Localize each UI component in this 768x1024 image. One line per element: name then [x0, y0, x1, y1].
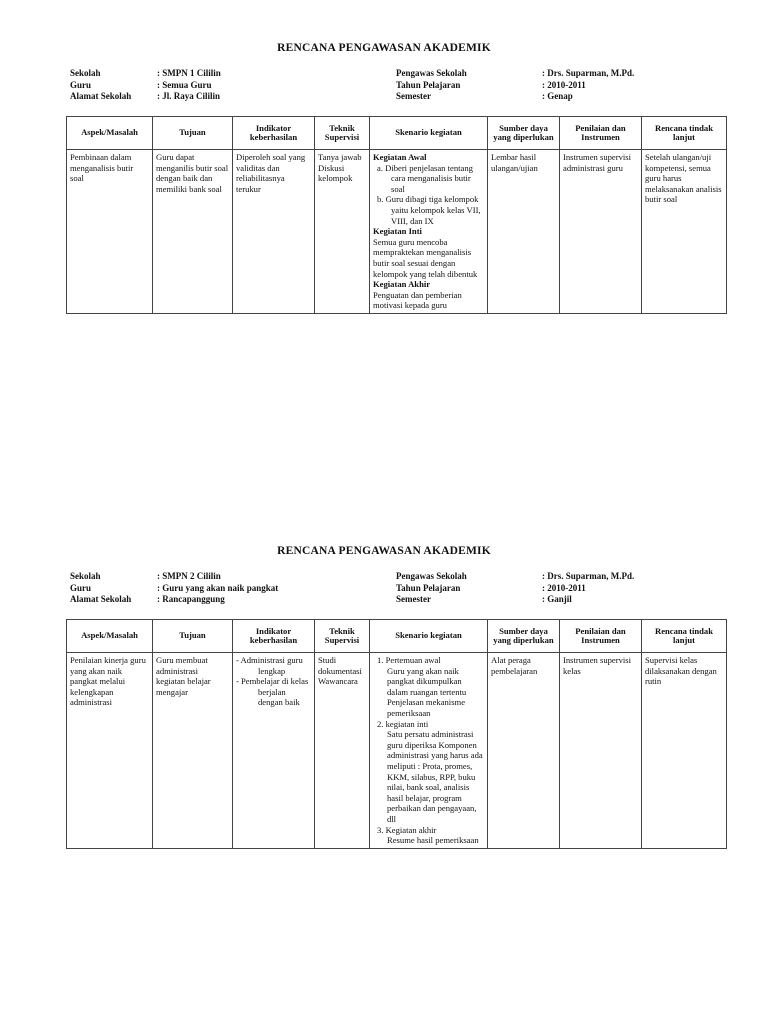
cell-skenario [370, 150, 488, 314]
header-rencana: Rencana tindak lanjut [642, 620, 727, 653]
cell-penilaian: Instrumen supervisi administrasi guru [560, 150, 642, 314]
header-skenario: Skenario kegiatan [370, 620, 488, 653]
header-sumber: Sumber daya yang diperlukan [488, 117, 560, 150]
cell-aspek: Pembinaan dalam menganalisis butir soal [67, 150, 153, 314]
info-right-labels [396, 68, 467, 103]
skenario-step-3-heading: 3. Kegiatan akhir [377, 824, 437, 835]
header-teknik: Teknik Supervisi [315, 620, 370, 653]
cell-indikator [233, 653, 315, 849]
value-guru: : Semua Guru [157, 79, 212, 90]
info-left-values [157, 68, 221, 103]
value-semester: : Ganjil [542, 594, 572, 604]
value-sekolah: : SMPN 1 Cililin [157, 68, 221, 78]
header-skenario: Skenario kegiatan [370, 117, 488, 150]
indikator-item: - Pembelajar di kelas berjalan dengan baik [236, 676, 309, 708]
label-guru: Guru [70, 79, 92, 90]
label-sekolah: Sekolah [70, 68, 101, 78]
header-sumber: Sumber daya yang diperlukan [488, 620, 560, 653]
table-header-row [67, 117, 727, 150]
cell-penilaian: Instrumen supervisi kelas [560, 653, 642, 849]
header-penilaian: Penilaian dan Instrumen [560, 620, 642, 653]
info-right-values [542, 571, 634, 606]
cell-rencana: Setelah ulangan/uji kompetensi, semua guru harus melaksanakan analisis butir soal [642, 150, 727, 314]
header-rencana: Rencana tindak lanjut [642, 117, 727, 150]
header-indikator: Indikator keberhasilan [233, 117, 315, 150]
label-semester: Semester [396, 91, 431, 101]
header-tujuan: Tujuan [153, 117, 233, 150]
indikator-item: - Administrasi guru lengkap [236, 655, 303, 676]
skenario-akhir-text: Penguatan dan pemberian motivasi kepada guru [373, 289, 462, 311]
cell-tujuan: Guru membuat administrasi kegiatan belajar mengajar [153, 653, 233, 849]
value-pengawas: : Drs. Suparman, M.Pd. [542, 68, 635, 78]
value-alamat: : Rancapanggung [157, 594, 225, 604]
skenario-awal-heading: Kegiatan Awal [373, 152, 427, 162]
header-penilaian: Penilaian dan Instrumen [560, 117, 642, 150]
document-info [0, 68, 768, 108]
plan-table [66, 619, 727, 849]
header-teknik: Teknik Supervisi [315, 117, 370, 150]
value-tahun: : 2010-2011 [542, 582, 586, 593]
cell-teknik: Studi dokumentasi Wawancara [315, 653, 370, 849]
skenario-akhir-heading: Kegiatan Akhir [373, 279, 431, 290]
cell-teknik: Tanya jawab Diskusi kelompok [315, 150, 370, 314]
cell-aspek: Penilaian kinerja guru yang akan naik pangkat melalui kelengkapan administrasi [67, 653, 153, 849]
value-guru: : Guru yang akan naik pangkat [157, 582, 279, 593]
cell-rencana: Supervisi kelas dilaksanakan dengan rutin [642, 653, 727, 849]
header-tujuan: Tujuan [153, 620, 233, 653]
skenario-step-3-text: Resume hasil pemeriksaan [387, 835, 479, 846]
header-aspek: Aspek/Masalah [67, 117, 153, 150]
table-row [67, 150, 727, 314]
skenario-step-2-heading: 2. kegiatan inti [377, 718, 429, 729]
label-pengawas: Pengawas Sekolah [396, 68, 467, 78]
info-right-labels [396, 571, 467, 606]
label-alamat: Alamat Sekolah [70, 91, 132, 101]
plan-table [66, 116, 727, 314]
label-guru: Guru [70, 582, 92, 593]
header-aspek: Aspek/Masalah [67, 620, 153, 653]
plan-document-2 [0, 543, 768, 846]
plan-document-1 [0, 40, 768, 311]
label-semester: Semester [396, 594, 431, 604]
skenario-awal-a: a. Diberi penjelasan tentang cara menganalisis butir soal [377, 162, 473, 194]
label-alamat: Alamat Sekolah [70, 594, 132, 604]
table-header-row [67, 620, 727, 653]
skenario-step-1-text: Guru yang akan naik pangkat dikumpulkan dalam ruangan tertentu Penjelasan mekanisme pemeriksaan [387, 665, 467, 718]
value-sekolah: : SMPN 2 Cililin [157, 571, 221, 581]
label-sekolah: Sekolah [70, 571, 101, 581]
cell-skenario [370, 653, 488, 849]
cell-sumber: Alat peraga pembelajaran [488, 653, 560, 849]
label-tahun: Tahun Pelajaran [396, 582, 461, 593]
document-title: RENCANA PENGAWASAN AKADEMIK [277, 545, 491, 557]
value-semester: : Genap [542, 91, 573, 101]
info-left-labels [70, 571, 131, 606]
info-right-values [542, 68, 634, 103]
document-title: RENCANA PENGAWASAN AKADEMIK [277, 42, 491, 54]
skenario-step-1-heading: 1. Pertemuan awal [377, 655, 441, 665]
value-alamat: : Jl. Raya Cililin [157, 91, 221, 101]
document-info [0, 571, 768, 611]
cell-indikator: Diperoleh soal yang validitas dan reliabilitasnya terukur [233, 150, 315, 314]
header-indikator: Indikator keberhasilan [233, 620, 315, 653]
info-left-values [157, 571, 278, 606]
skenario-inti-heading: Kegiatan Inti [373, 226, 422, 237]
skenario-awal-b: b. Guru dibagi tiga kelompok yaitu kelompok kelas VII, VIII, dan IX [377, 194, 481, 226]
skenario-inti-text: Semua guru mencoba mempraktekan menganalisis butir soal sesuai dengan kelompok yang telah dibentuk [373, 236, 478, 279]
table-row [67, 653, 727, 849]
label-pengawas: Pengawas Sekolah [396, 571, 467, 581]
value-tahun: : 2010-2011 [542, 79, 586, 90]
cell-tujuan: Guru dapat menganilis butir soal dengan baik dan memiliki bank soal [153, 150, 233, 314]
skenario-step-2-text: Satu persatu administrasi guru diperiksa Komponen administrasi yang harus ada meliputi : Prota, promes, KKM, silabus, RPP, buku nilai, bank soal, analisis hasil belajar, program perbaikan dan pengayaan, dll [387, 729, 483, 824]
info-left-labels [70, 68, 131, 103]
label-tahun: Tahun Pelajaran [396, 79, 461, 90]
cell-sumber: Lembar hasil ulangan/ujian [488, 150, 560, 314]
value-pengawas: : Drs. Suparman, M.Pd. [542, 571, 635, 581]
